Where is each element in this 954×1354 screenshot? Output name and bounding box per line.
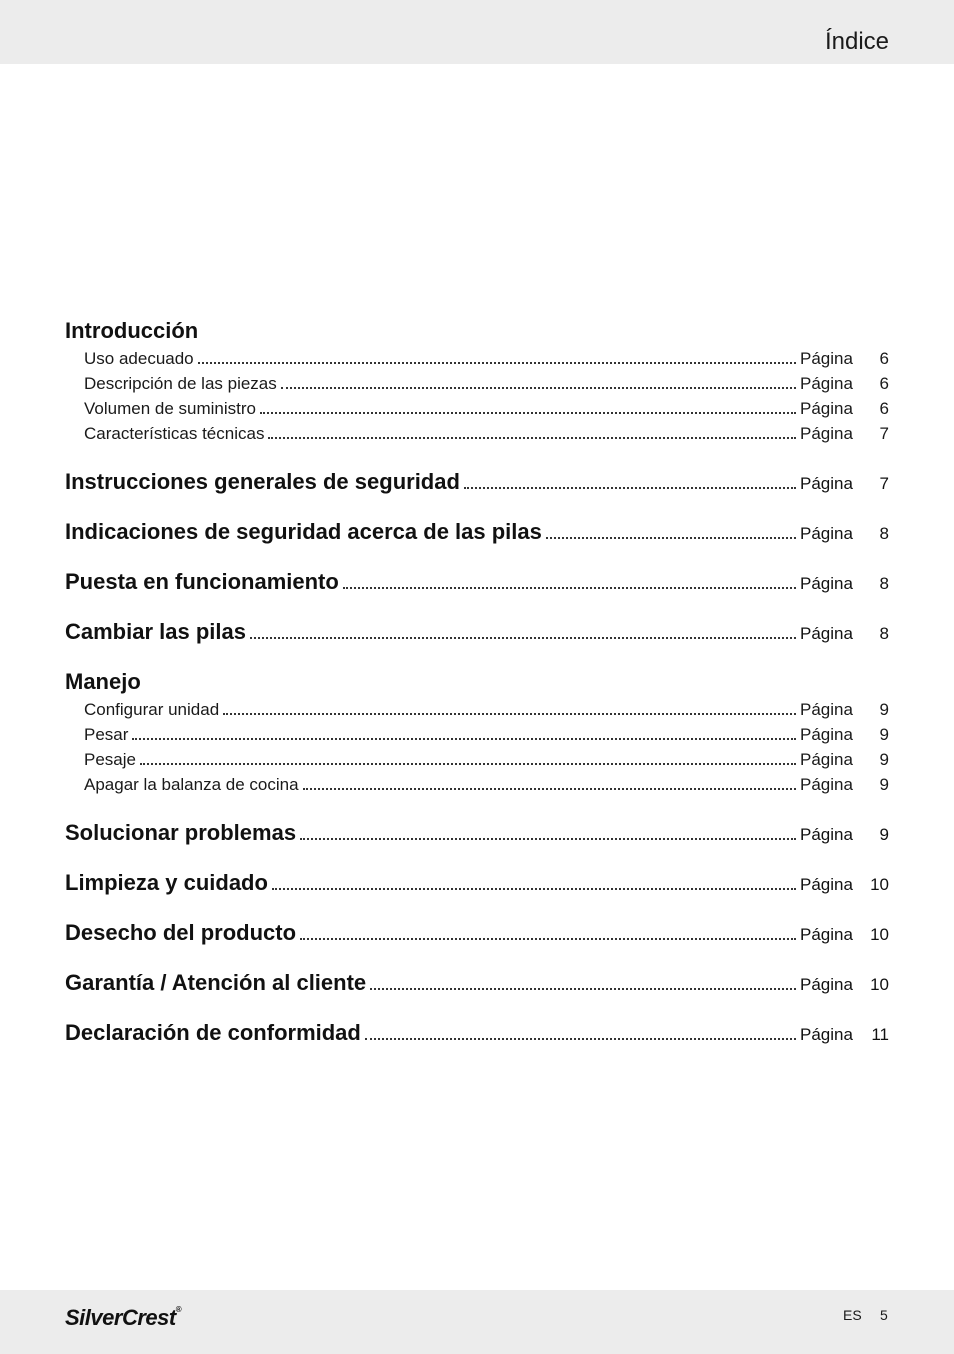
toc-sub-list — [65, 344, 889, 444]
toc-section — [65, 613, 889, 645]
dot-leader — [260, 412, 796, 414]
toc-section-heading[interactable] — [65, 1014, 889, 1046]
page-label: Página — [800, 825, 853, 844]
dot-leader — [464, 487, 796, 489]
toc-section — [65, 312, 889, 444]
toc-section-heading[interactable] — [65, 964, 889, 996]
section-spacer — [65, 545, 889, 563]
toc-section — [65, 1014, 889, 1046]
toc-entry-label: Pesaje — [84, 750, 136, 769]
toc-entry[interactable] — [84, 369, 889, 394]
dot-leader — [198, 362, 796, 364]
toc-entry[interactable] — [84, 419, 889, 444]
page-number: 6 — [879, 374, 889, 393]
toc-section-title: Indicaciones de seguridad acerca de las pilas — [65, 519, 542, 544]
toc-entry-label: Características técnicas — [84, 424, 265, 443]
toc-entry-label: Uso adecuado — [84, 349, 194, 368]
toc-entry-label: Apagar la balanza de cocina — [84, 775, 299, 794]
logo-text-1: Silver — [65, 1305, 122, 1330]
toc-section-title: Declaración de conformidad — [65, 1020, 361, 1045]
page-number: 10 — [870, 925, 889, 944]
toc-section-title: Cambiar las pilas — [65, 619, 246, 644]
page-label: Página — [800, 424, 853, 443]
section-spacer — [65, 896, 889, 914]
toc-entry[interactable] — [84, 720, 889, 745]
page-number: 6 — [879, 399, 889, 418]
toc-entry[interactable] — [84, 344, 889, 369]
dot-leader — [281, 387, 796, 389]
toc-section-title: Puesta en funcionamiento — [65, 569, 339, 594]
toc-section — [65, 864, 889, 896]
dot-leader — [300, 938, 796, 940]
dot-leader — [303, 788, 796, 790]
page-number: 11 — [871, 1025, 889, 1044]
section-spacer — [65, 795, 889, 814]
toc-section-title: Introducción — [65, 318, 199, 343]
section-spacer — [65, 846, 889, 864]
dot-leader — [370, 988, 796, 990]
dot-leader — [223, 713, 796, 715]
toc-entry[interactable] — [84, 770, 889, 795]
toc-entry-label: Configurar unidad — [84, 700, 220, 719]
toc-entry[interactable] — [84, 695, 889, 720]
dot-leader — [343, 587, 796, 589]
page-number: 7 — [879, 424, 889, 443]
page-number: 6 — [879, 349, 889, 368]
dot-leader — [268, 437, 796, 439]
toc-section-title: Garantía / Atención al cliente — [65, 970, 367, 995]
page-label: Página — [800, 725, 853, 744]
toc-section-heading[interactable] — [65, 563, 889, 595]
dot-leader — [272, 888, 796, 890]
toc-section — [65, 663, 889, 795]
page-number: 7 — [879, 474, 889, 493]
page-label: Página — [800, 700, 853, 719]
toc-section-title: Solucionar problemas — [65, 820, 297, 845]
page-number: 10 — [870, 875, 889, 894]
section-spacer — [65, 946, 889, 964]
footer-language: ES — [843, 1307, 862, 1323]
page-label: Página — [800, 374, 853, 393]
page-number: 10 — [870, 975, 889, 994]
table-of-contents — [65, 312, 889, 1046]
logo-text-2: Crest — [121, 1305, 176, 1330]
page-number: 8 — [879, 574, 889, 593]
page-label: Página — [800, 1025, 853, 1044]
section-spacer — [65, 495, 889, 513]
toc-entry-label: Pesar — [84, 725, 129, 744]
dot-leader — [546, 537, 796, 539]
logo-registered-mark: ® — [175, 1305, 182, 1314]
page-number: 9 — [879, 775, 889, 794]
dot-leader — [365, 1038, 796, 1040]
toc-section — [65, 513, 889, 545]
page-label: Página — [800, 624, 853, 643]
toc-section-title: Desecho del producto — [65, 920, 297, 945]
toc-section — [65, 563, 889, 595]
page-label: Página — [800, 399, 853, 418]
toc-section-heading[interactable] — [65, 814, 889, 846]
page-number: 9 — [879, 700, 889, 719]
page-number: 8 — [879, 524, 889, 543]
toc-section-heading[interactable] — [65, 663, 889, 695]
dot-leader — [250, 637, 796, 639]
toc-section-heading[interactable] — [65, 914, 889, 946]
toc-section-title: Limpieza y cuidado — [65, 870, 268, 895]
toc-section — [65, 814, 889, 846]
page-label: Página — [800, 925, 853, 944]
page-title: Índice — [824, 28, 889, 55]
footer-page-number: 5 — [880, 1307, 888, 1323]
section-spacer — [65, 444, 889, 463]
silvercrest-logo — [65, 1305, 181, 1331]
toc-section-heading[interactable] — [65, 513, 889, 545]
toc-entry-label: Descripción de las piezas — [84, 374, 277, 393]
dot-leader — [140, 763, 796, 765]
toc-entry[interactable] — [84, 394, 889, 419]
dot-leader — [132, 738, 796, 740]
toc-section — [65, 463, 889, 495]
toc-section-heading[interactable] — [65, 312, 889, 344]
toc-entry-label: Volumen de suministro — [84, 399, 256, 418]
section-spacer — [65, 996, 889, 1014]
section-spacer — [65, 645, 889, 663]
dot-leader — [300, 838, 796, 840]
toc-section-heading[interactable] — [65, 864, 889, 896]
section-spacer — [65, 595, 889, 613]
toc-section-heading[interactable] — [65, 613, 889, 645]
page-label: Página — [800, 975, 853, 994]
toc-sub-list — [65, 695, 889, 795]
toc-section — [65, 914, 889, 946]
page-label: Página — [800, 349, 853, 368]
page-label: Página — [800, 474, 853, 493]
toc-section-heading[interactable] — [65, 463, 889, 495]
header-band — [0, 0, 954, 64]
page-label: Página — [800, 775, 853, 794]
toc-section-title: Instrucciones generales de seguridad — [65, 469, 460, 494]
page-label: Página — [800, 574, 853, 593]
page-number: 8 — [879, 624, 889, 643]
page-number: 9 — [879, 825, 889, 844]
page-label: Página — [800, 524, 853, 543]
page-number: 9 — [879, 750, 889, 769]
page-number: 9 — [879, 725, 889, 744]
toc-section-title: Manejo — [65, 669, 141, 694]
page-label: Página — [800, 750, 853, 769]
toc-section — [65, 964, 889, 996]
toc-entry[interactable] — [84, 745, 889, 770]
page-label: Página — [800, 875, 853, 894]
